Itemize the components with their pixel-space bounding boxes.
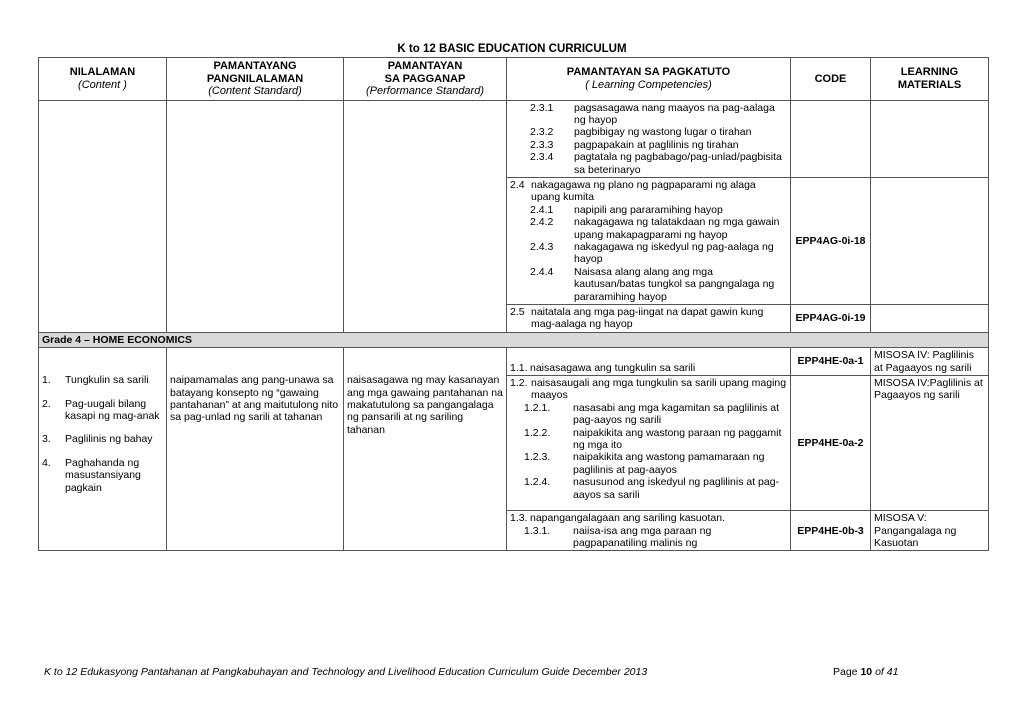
table-row [39,100,989,177]
materials-cell: MISOSA IV: Paglilinis at Pagaayos ng sarili [871,348,989,376]
content-list [42,374,163,494]
competency-item: 1.3. napangangalagaan ang sariling kasuotan. [510,512,725,525]
content-cell [39,348,167,551]
content-standard-cell [167,348,344,551]
competency-item: 2.4.3 nakagagawa ng iskedyul ng pag-aalaga ng hayop [530,240,774,266]
content-standard-text: naipamamalas ang pang-unawa sa batayang konsepto ng “gawaing pantahanan” at ang maitutulong nito sa pag-unlad ng sarili at tahanan [170,374,339,424]
competency-item: 1.2.1. nasasabi ang mga kagamitan sa paglilinis at pag-aayos ng sarili [524,401,780,427]
code-cell [791,100,871,177]
footer-text: K to 12 Edukasyong Pantahanan at Pangkabuhayan and Technology and Livelihood Education Curriculum Guide December 2013 [44,666,648,678]
materials-cell: MISOSA IV:Paglilinis at Pagaayos ng sarili [871,376,989,511]
code-cell: EPP4HE-0a-2 [791,376,871,511]
list-item: 3. Paglilinis ng bahay [42,433,153,446]
content-standard-cell [167,100,344,332]
list-item: 1. Tungkulin sa sarili [42,374,149,387]
competency-cell [507,376,791,511]
competency-cell [507,511,791,551]
materials-cell [871,177,989,304]
list-item: 2. Pag-uugali bilang kasapi ng mag-anak [42,397,160,423]
grade-heading: Grade 4 – HOME ECONOMICS [39,332,989,347]
competency-item: 1.2.2. naipakikita ang wastong paraan ng paggamit ng mga ito [524,426,782,452]
curriculum-table [38,57,989,551]
competency-item: 2.3.2 pagbibigay ng wastong lugar o tirahan [530,126,752,139]
table-row [39,348,989,376]
performance-standard-text: naisasagawa ng may kasanayan ang mga gawaing pantahanan na makatutulong sa pangangalaga ng pansarili at ng sariling tahanan [347,374,503,436]
competency-item: 1.2.3. naipakikita ang wastong pamamaraan ng paglilinis at pag-aayos [524,451,765,476]
grade-heading-row [39,332,989,347]
header-learning-competencies: PAMANTAYAN SA PAGKATUTO ( Learning Competencies) [507,58,791,101]
code-cell: EPP4HE-0b-3 [791,511,871,551]
competency-item: 2.4.2 nakagagawa ng talatakdaan ng mga gawain upang makapagparami ng hayop [530,216,780,241]
document-title: K to 12 BASIC EDUCATION CURRICULUM [397,43,627,55]
competency-item: 2.3.4 pagtatala ng pagbabago/pag-unlad/pagbisita sa beterinaryo [530,151,782,176]
competency-item: 2.4.4 Naisasa alang alang ang mga kautusan/batas tungkol sa pangngalaga ng pararamihing hayop [530,265,775,303]
performance-standard-cell [344,348,507,551]
header-code: CODE [791,58,871,101]
list-item: 4. Paghahanda ng masustansiyang pagkain [42,456,141,494]
code-cell: EPP4HE-0a-1 [791,348,871,376]
competency-cell [507,305,791,333]
materials-cell [871,100,989,177]
content-cell [39,100,167,332]
header-content-standard: PAMANTAYANG PANGNILALAMAN (Content Standard) [167,58,344,101]
header-row [39,58,989,101]
competency-item: 2.3.1 pagsasagawa nang maayos na pag-aalaga ng hayop [530,101,775,126]
materials-cell: MISOSA V: Pangangalaga ng Kasuotan [871,511,989,551]
materials-cell [871,305,989,333]
competency-cell [507,100,791,177]
competency-item: 1.3.1. naiisa-isa ang mga paraan ng pagpapanatiling malinis ng [524,524,712,549]
competency-item: 2.4 nakagagawa ng plano ng pagpaparami ng alaga upang kumita [510,178,756,204]
header-performance-standard: PAMANTAYAN SA PAGGANAP (Performance Standard) [344,58,507,101]
competency-item: 1.2. naisasaugali ang mga tungkulin sa sarili upang maging maayos [510,377,787,402]
code-cell: EPP4AG-0i-19 [791,305,871,333]
header-materials: LEARNING MATERIALS [871,58,989,101]
competency-item: 2.3.3 pagpapakain at paglilinis ng tirahan [530,138,739,151]
competency-cell [507,177,791,304]
competency-cell [507,348,791,376]
competency-item: 2.4.1 napipili ang pararamihing hayop [530,203,723,216]
competency-item: 1.2.4. nasusunod ang iskedyul ng paglilinis at pag-aayos sa sarili [524,476,780,501]
page-footer [44,666,984,678]
code-cell: EPP4AG-0i-18 [791,177,871,304]
competency-item: 2.5 naitatala ang mga pag-iingat na dapat gawin kung mag-aalaga ng hayop [510,306,764,331]
performance-standard-cell [344,100,507,332]
competency-item: 1.1. naisasagawa ang tungkulin sa sarili [510,361,696,374]
page-number: Page 10 of 41 [833,666,899,678]
header-content: NILALAMAN (Content ) [39,58,167,101]
